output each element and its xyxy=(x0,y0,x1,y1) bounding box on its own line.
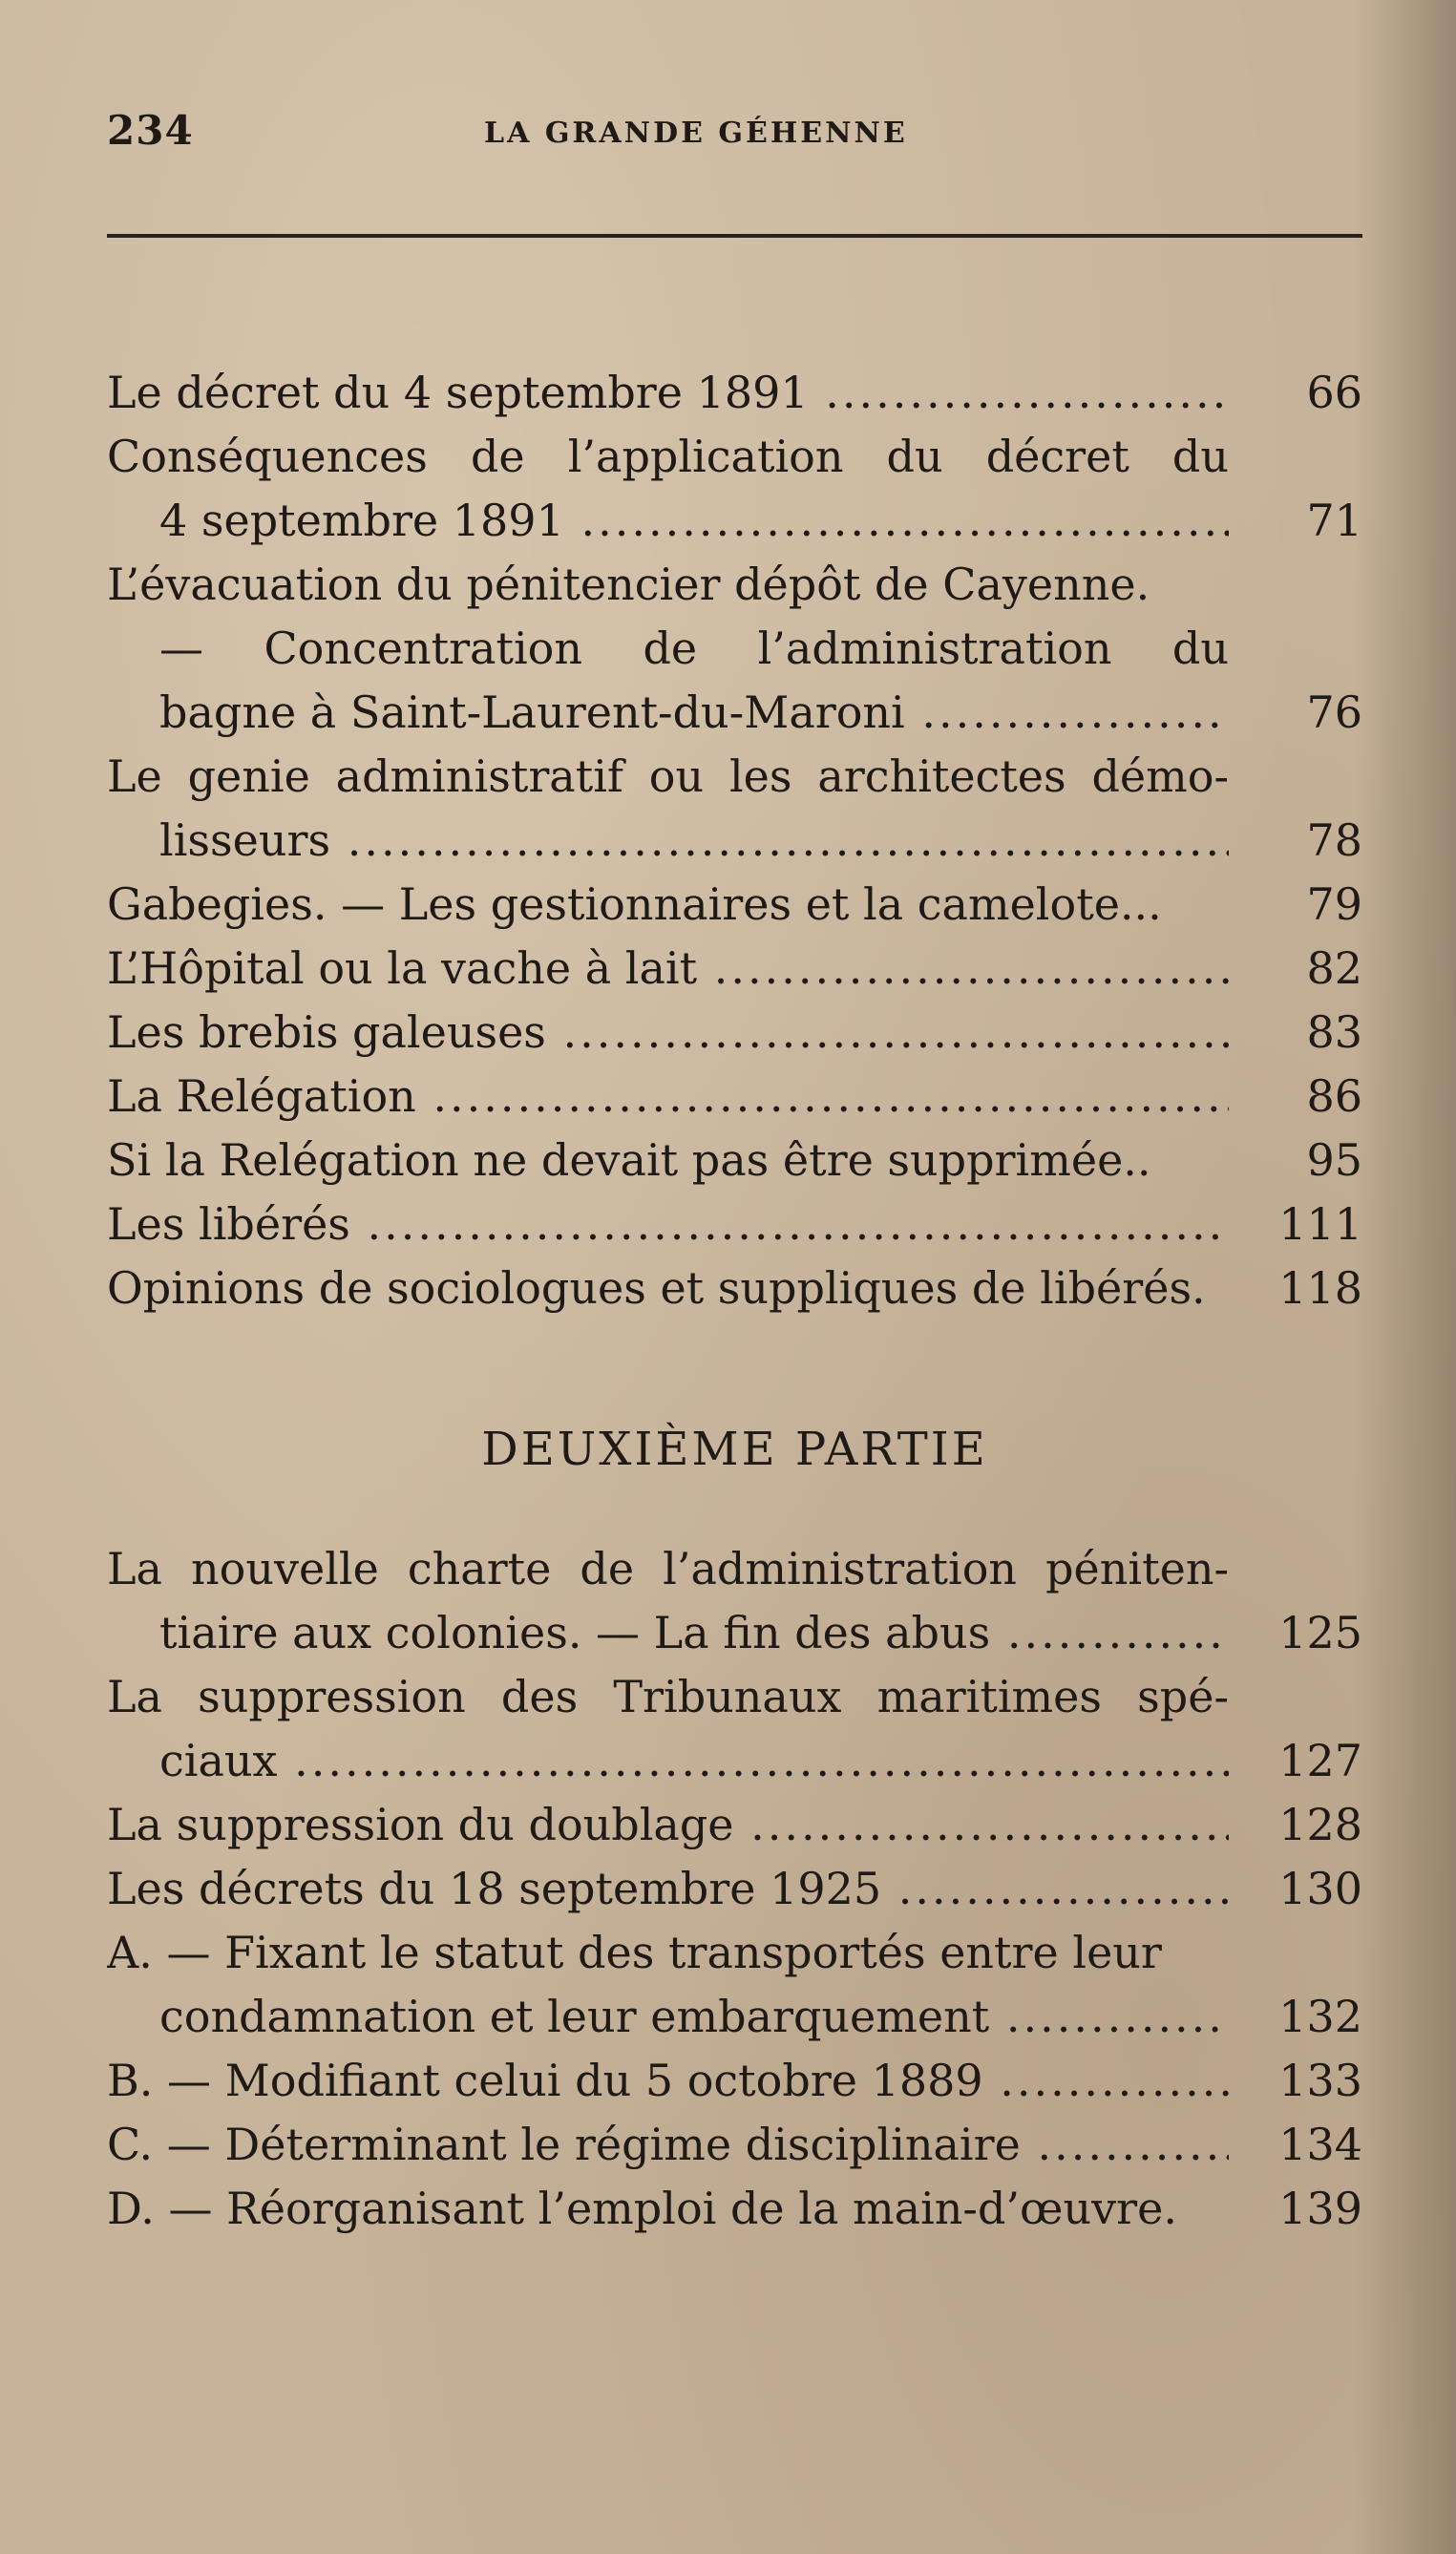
table-of-contents-part-1 xyxy=(107,361,1362,1320)
toc-entry-title: La Relégation ..... xyxy=(107,1065,1229,1129)
toc-entry xyxy=(107,745,1362,873)
toc-entry-page: 132 xyxy=(1278,1991,1362,2042)
toc-entry-title: La nouvelle charte de l’administration péniten- xyxy=(107,1543,1229,1594)
toc-entry-page: 79 xyxy=(1306,878,1362,930)
toc-entry-title: Opinions de sociologues et suppliques de libérés. xyxy=(107,1262,1206,1314)
toc-entry xyxy=(107,2177,1362,2241)
toc-entry xyxy=(107,1857,1362,1921)
toc-entry-page: 71 xyxy=(1306,495,1362,546)
toc-entry xyxy=(107,1065,1362,1129)
toc-entry-title-continued: tiaire aux colonies. — La fin des abus ..... xyxy=(107,1601,1229,1665)
toc-entry xyxy=(107,2113,1362,2177)
toc-entry xyxy=(107,361,1362,425)
toc-entry-page: 128 xyxy=(1278,1799,1362,1850)
toc-entry-title: Si la Relégation ne devait pas être supprimée.. xyxy=(107,1134,1151,1186)
toc-entry-title: Les décrets du 18 septembre 1925 ..... xyxy=(107,1857,1229,1921)
toc-entry xyxy=(107,937,1362,1001)
toc-entry xyxy=(107,1129,1362,1193)
toc-entry-page: 125 xyxy=(1278,1607,1362,1658)
toc-entry-title: Le genie administratif ou les architectes démo- xyxy=(107,750,1229,802)
toc-entry-title-continued: ciaux ..... xyxy=(107,1729,1229,1793)
page-header xyxy=(107,107,1362,164)
toc-entry-title: Conséquences de l’application du décret du xyxy=(107,431,1229,482)
toc-entry-page: 66 xyxy=(1306,367,1362,418)
toc-entry-page: 86 xyxy=(1306,1070,1362,1122)
toc-entry xyxy=(107,1793,1362,1857)
table-of-contents-part-2 xyxy=(107,1537,1362,2241)
toc-entry-title: L’Hôpital ou la vache à lait ..... xyxy=(107,937,1229,1001)
toc-entry xyxy=(107,553,1362,745)
toc-entry xyxy=(107,1921,1362,2049)
toc-entry xyxy=(107,425,1362,553)
toc-entry-page: 139 xyxy=(1278,2183,1362,2234)
page-number: 234 xyxy=(107,107,194,154)
toc-entry-title: Les brebis galeuses ..... xyxy=(107,1001,1229,1065)
toc-entry-title: La suppression du doublage ..... xyxy=(107,1793,1229,1857)
toc-entry-title: Le décret du 4 septembre 1891 ..... xyxy=(107,361,1229,425)
toc-entry-page: 127 xyxy=(1278,1735,1362,1786)
toc-entry-page: 118 xyxy=(1278,1262,1362,1314)
toc-entry-page: 95 xyxy=(1306,1134,1362,1186)
toc-entry xyxy=(107,1665,1362,1793)
toc-entry-page: 111 xyxy=(1278,1198,1362,1250)
toc-entry xyxy=(107,1193,1362,1256)
running-title: LA GRANDE GÉHENNE xyxy=(484,116,908,150)
toc-entry-page: 78 xyxy=(1306,814,1362,866)
toc-entry-title-continued: bagne à Saint-Laurent-du-Maroni ..... xyxy=(107,681,1229,745)
toc-entry-title: Gabegies. — Les gestionnaires et la camelote... xyxy=(107,878,1162,930)
toc-entry xyxy=(107,1537,1362,1665)
toc-entry-title: L’évacuation du pénitencier dépôt de Cayenne. xyxy=(107,559,1150,610)
toc-entry xyxy=(107,1256,1362,1320)
part-heading: DEUXIÈME PARTIE xyxy=(481,1423,988,1476)
toc-entry-page: 83 xyxy=(1306,1006,1362,1058)
toc-entry xyxy=(107,873,1362,937)
toc-entry-page: 133 xyxy=(1278,2055,1362,2106)
toc-entry-title: B. — Modifiant celui du 5 octobre 1889 ..... xyxy=(107,2049,1229,2113)
toc-entry-title-continued: — Concentration de l’administration du xyxy=(159,623,1229,674)
toc-entry-title-continued: lisseurs ..... xyxy=(107,809,1229,873)
toc-entry-title: Les libérés ..... xyxy=(107,1193,1229,1256)
toc-entry-title: D. — Réorganisant l’emploi de la main-d’œuvre. xyxy=(107,2183,1177,2234)
toc-entry-title-continued: condamnation et leur embarquement ..... xyxy=(107,1985,1229,2049)
toc-entry xyxy=(107,1001,1362,1065)
toc-entry-page: 76 xyxy=(1306,686,1362,738)
toc-entry-title: C. — Déterminant le régime disciplinaire ..... xyxy=(107,2113,1229,2177)
toc-entry-page: 130 xyxy=(1278,1863,1362,1914)
toc-entry-page: 82 xyxy=(1306,942,1362,994)
toc-entry-title: A. — Fixant le statut des transportés entre leur xyxy=(107,1927,1162,1978)
toc-entry-page: 134 xyxy=(1278,2119,1362,2170)
toc-entry-title-continued: 4 septembre 1891 ..... xyxy=(107,489,1229,553)
header-rule xyxy=(107,234,1362,238)
toc-entry-title: La suppression des Tribunaux maritimes spé- xyxy=(107,1671,1229,1722)
toc-entry xyxy=(107,2049,1362,2113)
